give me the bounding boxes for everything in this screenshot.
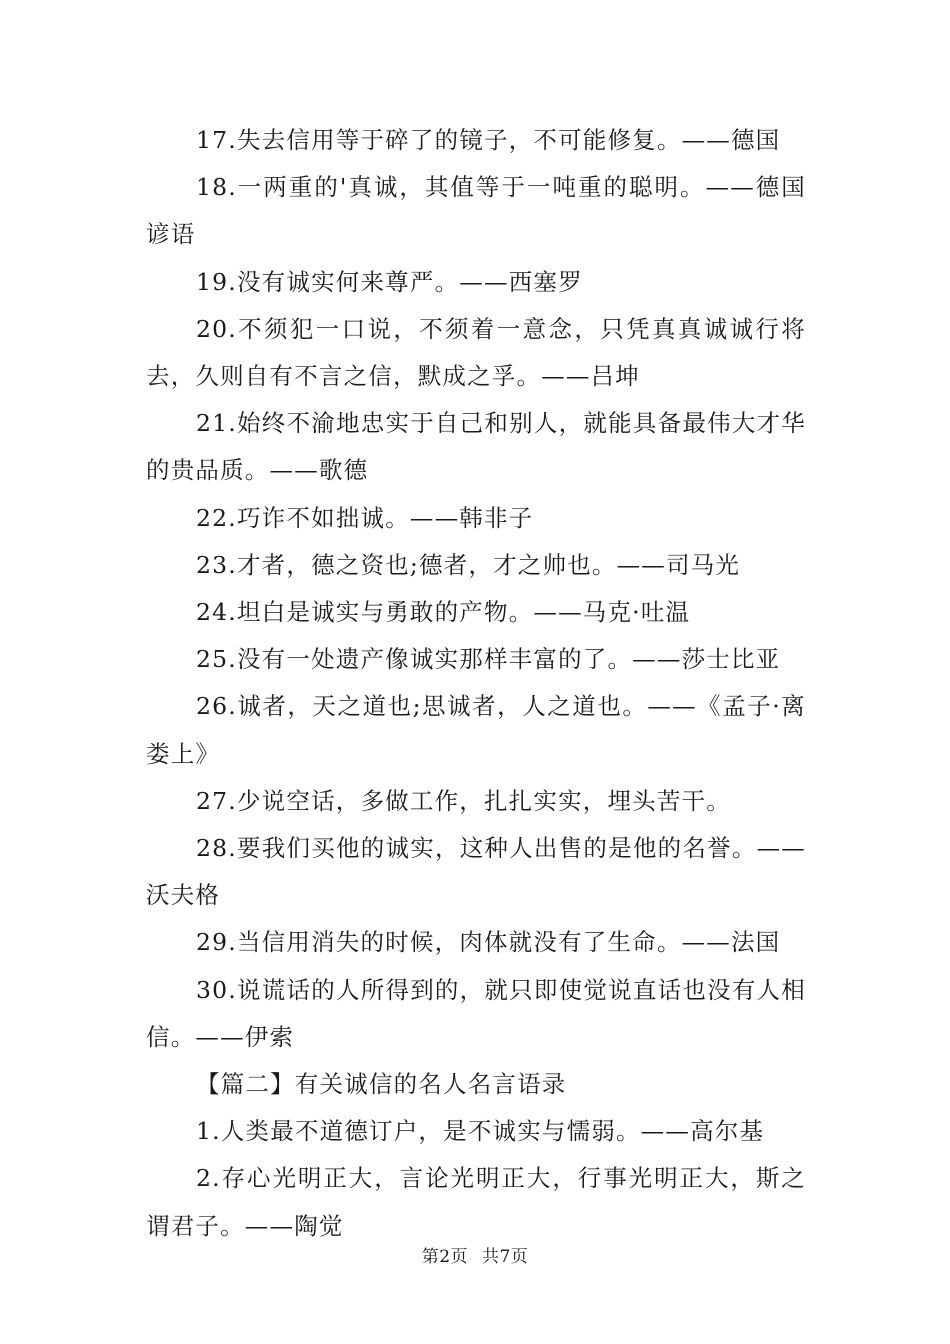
quote-17: 17.失去信用等于碎了的镜子，不可能修复。——德国 [196,126,781,154]
quote-19: 19.没有诚实何来尊严。——西塞罗 [196,267,583,296]
quote-23: 23.才者，德之资也;德者，才之帅也。——司马光 [196,550,741,579]
quote-22: 22.巧诈不如拙诚。——韩非子 [196,503,534,532]
page-footer [0,1242,950,1267]
quote-1: 1.人类最不道德订户，是不诚实与懦弱。——高尔基 [196,1117,765,1146]
section-heading: 【篇二】有关诚信的名人名言语录 [196,1070,567,1099]
quote-28: 28.要我们买他的诚实，这种人出售的是他的名誉。——沃夫格 [146,834,806,910]
quote-26: 26.诚者，天之道也;思诚者，人之道也。——《孟子·离娄上》 [146,692,806,768]
page-total: 共7页 [481,1247,529,1267]
document-body [146,117,806,1250]
quote-27: 27.少说空话，多做工作，扎扎实实，埋头苦干。 [196,786,731,815]
quote-24: 24.坦白是诚实与勇敢的产物。——马克·吐温 [196,598,691,627]
page-number: 第2页 [421,1247,469,1267]
quote-29: 29.当信用消失的时候，肉体就没有了生命。——法国 [196,928,781,957]
quote-2: 2.存心光明正大，言论光明正大，行事光明正大，斯之谓君子。——陶觉 [146,1164,806,1240]
quote-30: 30.说谎话的人所得到的，就只即使觉说直话也没有人相信。——伊索 [146,975,806,1051]
quote-18: 18.一两重的'真诚，其值等于一吨重的聪明。——德国谚语 [146,173,806,249]
quote-20: 20.不须犯一口说，不须着一意念，只凭真真诚诚行将去，久则自有不言之信，默成之孚。——吕坤 [146,314,806,391]
quote-25: 25.没有一处遗产像诚实那样丰富的了。——莎士比亚 [196,645,781,674]
quote-21: 21.始终不渝地忠实于自己和别人，就能具备最伟大才华的贵品质。——歌德 [146,409,806,485]
